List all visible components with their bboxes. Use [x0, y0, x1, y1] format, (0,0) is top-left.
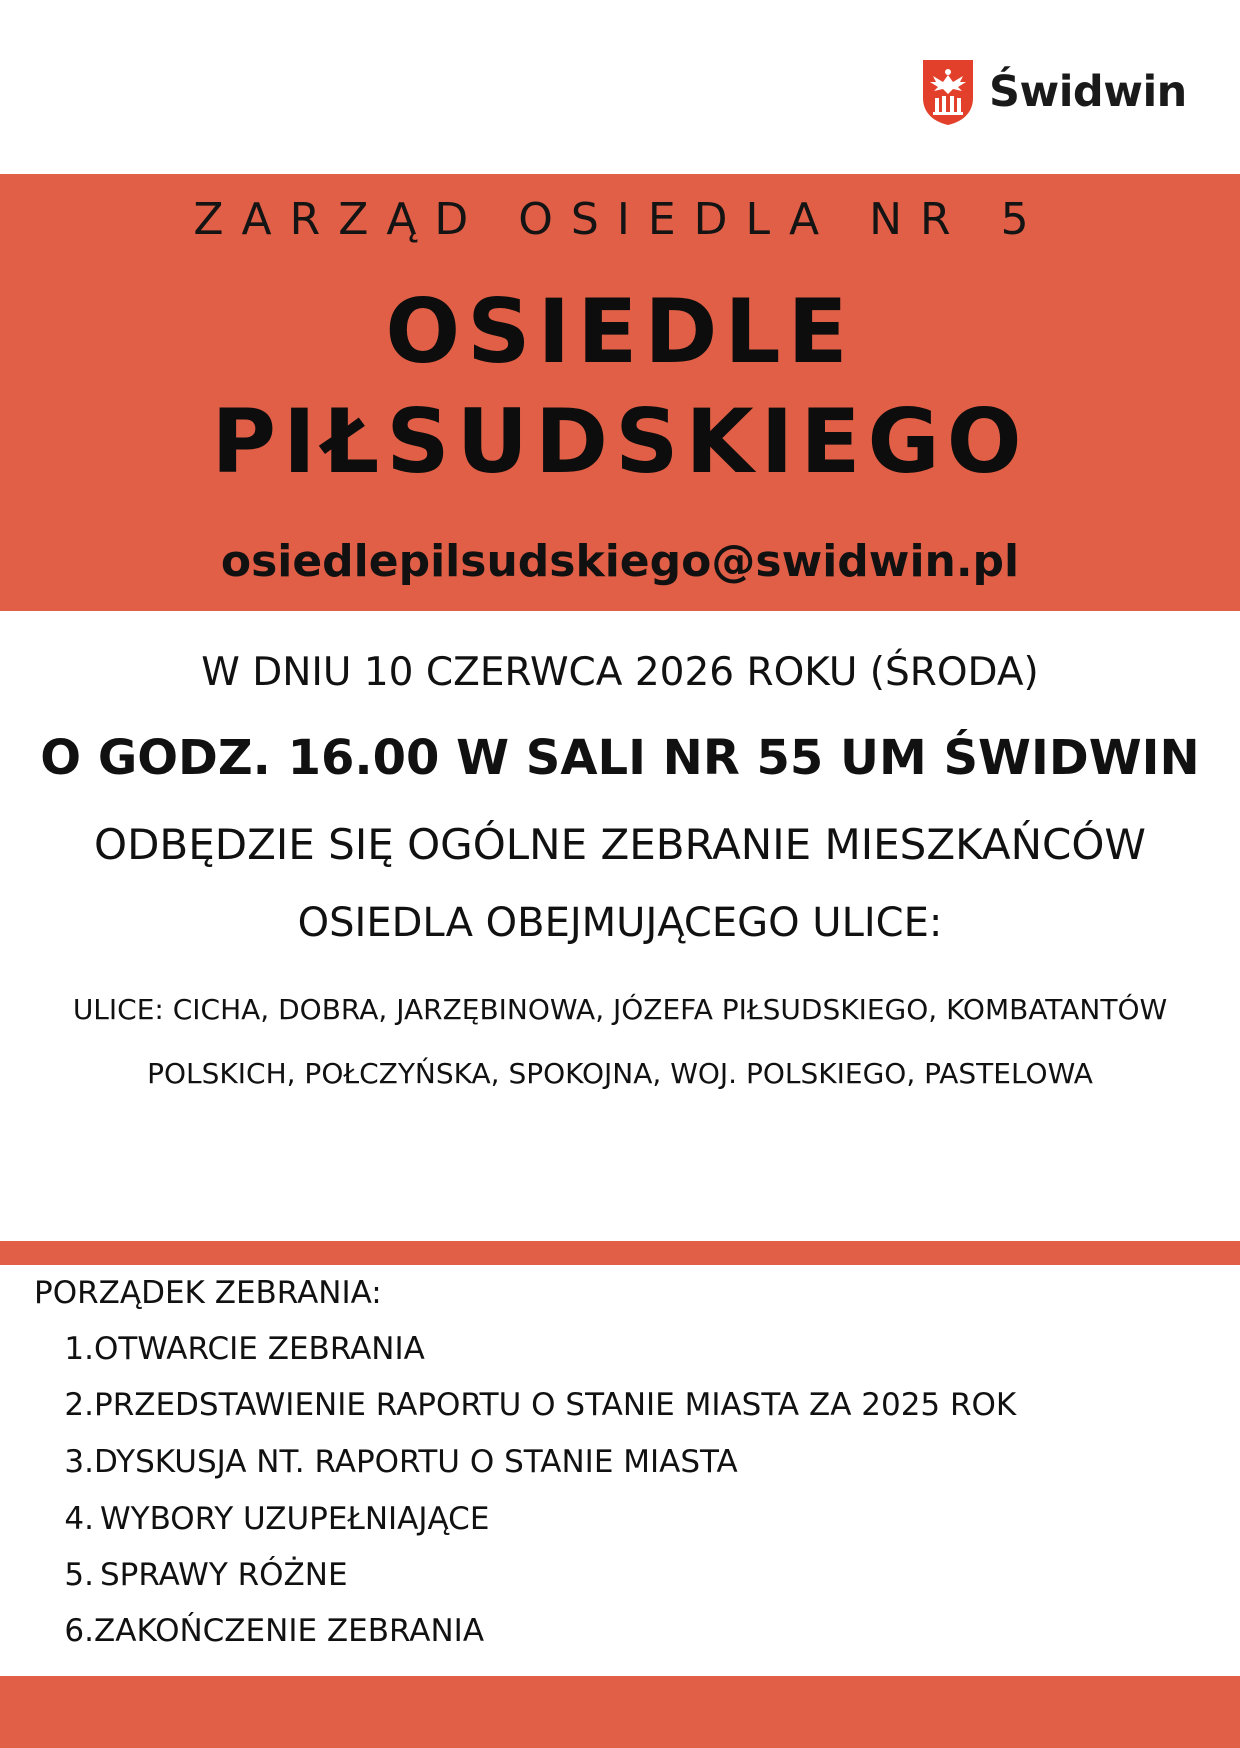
agenda-item-text: WYBORY UZUPEŁNIAJĄCE [100, 1501, 490, 1537]
agenda-item-text: PRZEDSTAWIENIE RAPORTU O STANIE MIASTA ZA 2025 ROK [94, 1387, 1017, 1423]
contact-email: osiedlepilsudskiego@swidwin.pl [220, 536, 1020, 587]
meeting-description-line1: ODBĘDZIE SIĘ OGÓLNE ZEBRANIE MIESZKAŃCÓW [94, 820, 1146, 869]
board-name: ZARZĄD OSIEDLA NR 5 [193, 194, 1047, 245]
meeting-description-line2: OSIEDLA OBEJMUJĄCEGO ULICE: [297, 900, 943, 946]
streets-list: ULICE: CICHA, DOBRA, JARZĘBINOWA, JÓZEFA PIŁSUDSKIEGO, KOMBATANTÓW POLSKICH, POŁCZYŃSKA, SPOKOJNA, WOJ. POLSKIEGO, PASTELOWA [72, 993, 1168, 1090]
city-logo-text: Świdwin [989, 66, 1187, 117]
city-logo [921, 56, 1187, 128]
swidwin-coat-of-arms-icon [921, 58, 975, 126]
section-divider-band [0, 1241, 1240, 1265]
agenda-item-number: 5. [64, 1557, 94, 1593]
footer-band [0, 1676, 1240, 1748]
estate-title-line1: OSIEDLE [385, 280, 855, 383]
agenda-item-text: SPRAWY RÓŻNE [100, 1557, 348, 1593]
estate-title-line2: PIŁSUDSKIEGO [211, 390, 1029, 493]
agenda-title: PORZĄDEK ZEBRANIA: [34, 1275, 382, 1311]
agenda-item-number: 4. [64, 1501, 94, 1537]
meeting-time-place: O GODZ. 16.00 W SALI NR 55 UM ŚWIDWIN [40, 730, 1200, 786]
agenda-item-number: 6. [64, 1613, 94, 1649]
agenda-item-text: OTWARCIE ZEBRANIA [94, 1331, 425, 1367]
meeting-date: W DNIU 10 CZERWCA 2026 ROKU (ŚRODA) [201, 650, 1039, 695]
agenda-item-number: 2. [64, 1387, 94, 1423]
agenda-item-text: ZAKOŃCZENIE ZEBRANIA [94, 1613, 485, 1649]
agenda-item-number: 3. [64, 1444, 94, 1480]
agenda-item-text: DYSKUSJA NT. RAPORTU O STANIE MIASTA [94, 1444, 738, 1480]
agenda-item-number: 1. [64, 1331, 94, 1367]
